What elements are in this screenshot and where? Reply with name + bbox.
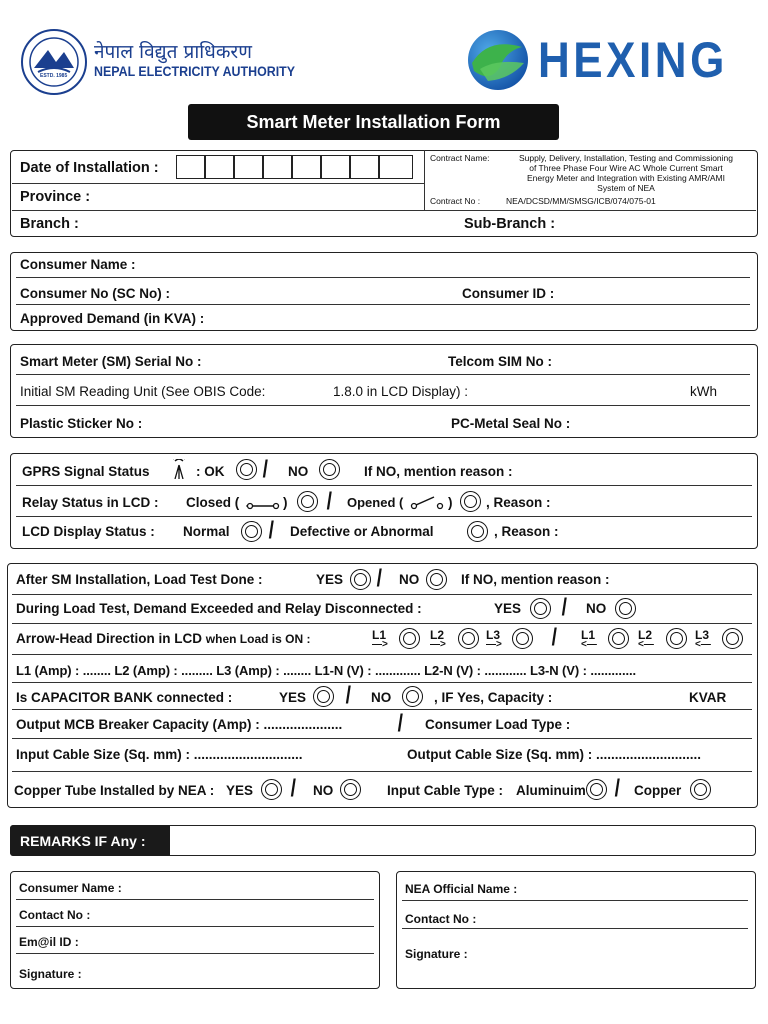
nea-name-nepali: नेपाल विद्युत प्राधिकरण: [94, 41, 252, 63]
relay-reason-label: , Reason :: [486, 495, 551, 510]
load-test-if-no-label: If NO, mention reason :: [461, 572, 610, 587]
reading-unit: kWh: [690, 384, 717, 399]
phase-l3-forward: L3 —>: [486, 628, 502, 650]
initial-reading-label: Initial SM Reading Unit (See OBIS Code:: [20, 384, 266, 399]
nea-name-english: NEPAL ELECTRICITY AUTHORITY: [94, 64, 296, 79]
contract-name-text: Supply, Delivery, Installation, Testing and Commissioning of Three Phase Four Wire AC Whole Current Smart Energy Meter and Integration with Existing AMR/AMI System of NEA: [518, 153, 734, 193]
date-cell[interactable]: [292, 155, 321, 179]
date-cell[interactable]: [321, 155, 350, 179]
official-contact-label: Contact No :: [405, 912, 477, 926]
hexing-brand-name: HEXING: [538, 32, 728, 88]
remarks-label: REMARKS IF Any :: [10, 825, 170, 856]
province-label: Province :: [20, 189, 91, 205]
capacitor-yes-radio[interactable]: [313, 686, 334, 707]
input-cable-type-label: Input Cable Type :: [387, 783, 504, 798]
signal-antenna-icon: [172, 459, 186, 484]
date-cell[interactable]: [263, 155, 292, 179]
capacity-label: , IF Yes, Capacity :: [434, 690, 553, 705]
contract-no-value: NEA/DCSD/MM/SMSG/ICB/074/075-01: [506, 196, 656, 206]
relay-opened-radio[interactable]: [460, 491, 481, 512]
relay-opened-label: Opened (: [347, 495, 404, 510]
lcd-normal-label: Normal: [183, 524, 230, 539]
plastic-sticker-label: Plastic Sticker No :: [20, 416, 143, 431]
date-cell[interactable]: [379, 155, 413, 179]
amp-volt-readings: L1 (Amp) : ........ L2 (Amp) : ......... L3 (Amp) : ........ L1-N (V) : ............. L2-N (V) : ............ L3-N (V) : .............: [16, 663, 636, 678]
copper-tube-no-radio[interactable]: [340, 779, 361, 800]
copper-radio[interactable]: [690, 779, 711, 800]
lcd-normal-radio[interactable]: [241, 521, 262, 542]
subbranch-label: Sub-Branch :: [464, 216, 556, 232]
date-label: Date of Installation :: [20, 160, 159, 176]
gprs-ok-label: : OK: [196, 464, 225, 479]
gprs-label: GPRS Signal Status: [22, 464, 150, 479]
relay-label: Relay Status in LCD :: [22, 495, 159, 510]
signoff-consumer-name-label: Consumer Name :: [19, 881, 122, 895]
relay-closed-radio[interactable]: [297, 491, 318, 512]
official-name-label: NEA Official Name :: [405, 882, 518, 896]
phase-l3-reverse: L3 <—: [695, 628, 711, 650]
capacitor-no-radio[interactable]: [402, 686, 423, 707]
gprs-no-label: NO: [288, 464, 309, 479]
demand-yes-label: YES: [494, 601, 522, 616]
lcd-label: LCD Display Status :: [22, 524, 155, 539]
demand-no-radio[interactable]: [615, 598, 636, 619]
obis-code-label: 1.8.0 in LCD Display) :: [333, 384, 469, 399]
date-cell[interactable]: [350, 155, 379, 179]
kvar-unit: KVAR: [689, 690, 727, 705]
phase-l1-reverse: L1 <—: [581, 628, 597, 650]
gprs-if-no-label: If NO, mention reason :: [364, 464, 513, 479]
consumer-id-label: Consumer ID :: [462, 286, 555, 301]
gprs-ok-radio[interactable]: [236, 459, 257, 480]
demand-exceeded-label: During Load Test, Demand Exceeded and Relay Disconnected :: [16, 601, 422, 616]
date-cell[interactable]: [176, 155, 205, 179]
form-title: Smart Meter Installation Form: [188, 104, 559, 140]
demand-yes-radio[interactable]: [530, 598, 551, 619]
l2-forward-radio[interactable]: [458, 628, 479, 649]
date-cell[interactable]: [205, 155, 234, 179]
consumer-name-label: Consumer Name :: [20, 257, 136, 272]
l3-reverse-radio[interactable]: [722, 628, 743, 649]
load-test-no-label: NO: [399, 572, 420, 587]
signoff-consumer-email-label: Em@il ID :: [19, 935, 79, 949]
contract-no-label: Contract No :: [430, 196, 481, 206]
phase-l2-forward: L2 —>: [430, 628, 446, 650]
relay-opened-paren: ): [448, 495, 453, 510]
nea-logo: [18, 28, 90, 96]
date-cell[interactable]: [234, 155, 263, 179]
copper-tube-label: Copper Tube Installed by NEA :: [14, 783, 215, 798]
load-test-yes-label: YES: [316, 572, 344, 587]
output-cable-size-label: Output Cable Size (Sq. mm) : ............................: [407, 747, 702, 762]
demand-no-label: NO: [586, 601, 607, 616]
load-type-label: Consumer Load Type :: [425, 717, 571, 732]
nea-seal-text: ESTD. 1985: [40, 73, 68, 79]
copper-tube-yes-label: YES: [226, 783, 254, 798]
branch-label: Branch :: [20, 216, 79, 232]
signoff-consumer-contact-label: Contact No :: [19, 908, 91, 922]
copper-tube-no-label: NO: [313, 783, 334, 798]
gprs-no-radio[interactable]: [319, 459, 340, 480]
mcb-label: Output MCB Breaker Capacity (Amp) : .....................: [16, 717, 343, 732]
capacitor-no-label: NO: [371, 690, 392, 705]
l2-reverse-radio[interactable]: [666, 628, 687, 649]
input-cable-size-label: Input Cable Size (Sq. mm) : .............................: [16, 747, 303, 762]
contract-name-label: Contract Name:: [430, 153, 490, 163]
metal-seal-label: PC-Metal Seal No :: [451, 416, 571, 431]
signoff-consumer-signature-label: Signature :: [19, 967, 82, 981]
l1-forward-radio[interactable]: [399, 628, 420, 649]
l1-reverse-radio[interactable]: [608, 628, 629, 649]
relay-closed-paren: ): [283, 495, 288, 510]
telcom-sim-label: Telcom SIM No :: [448, 354, 553, 369]
load-test-no-radio[interactable]: [426, 569, 447, 590]
phase-l2-reverse: L2 <—: [638, 628, 654, 650]
copper-tube-yes-radio[interactable]: [261, 779, 282, 800]
copper-label: Copper: [634, 783, 682, 798]
sm-serial-label: Smart Meter (SM) Serial No :: [20, 354, 202, 369]
arrow-head-label: Arrow-Head Direction in LCD when Load is ON :: [16, 631, 311, 646]
load-test-label: After SM Installation, Load Test Done :: [16, 572, 263, 587]
switch-closed-icon: [246, 497, 280, 516]
lcd-defective-label: Defective or Abnormal: [290, 524, 434, 539]
phase-l1-forward: L1 —>: [372, 628, 388, 650]
load-test-yes-radio[interactable]: [350, 569, 371, 590]
lcd-defective-radio[interactable]: [467, 521, 488, 542]
hexing-logo-icon: [466, 29, 530, 91]
capacitor-yes-label: YES: [279, 690, 307, 705]
capacitor-label: Is CAPACITOR BANK connected :: [16, 690, 233, 705]
aluminium-radio[interactable]: [586, 779, 607, 800]
relay-closed-label: Closed (: [186, 495, 240, 510]
official-signature-label: Signature :: [405, 947, 468, 961]
lcd-reason-label: , Reason :: [494, 524, 559, 539]
approved-demand-label: Approved Demand (in KVA) :: [20, 311, 205, 326]
consumer-no-label: Consumer No (SC No) :: [20, 286, 170, 301]
l3-forward-radio[interactable]: [512, 628, 533, 649]
switch-open-icon: [410, 495, 444, 516]
aluminium-label: Aluminuim: [516, 783, 586, 798]
